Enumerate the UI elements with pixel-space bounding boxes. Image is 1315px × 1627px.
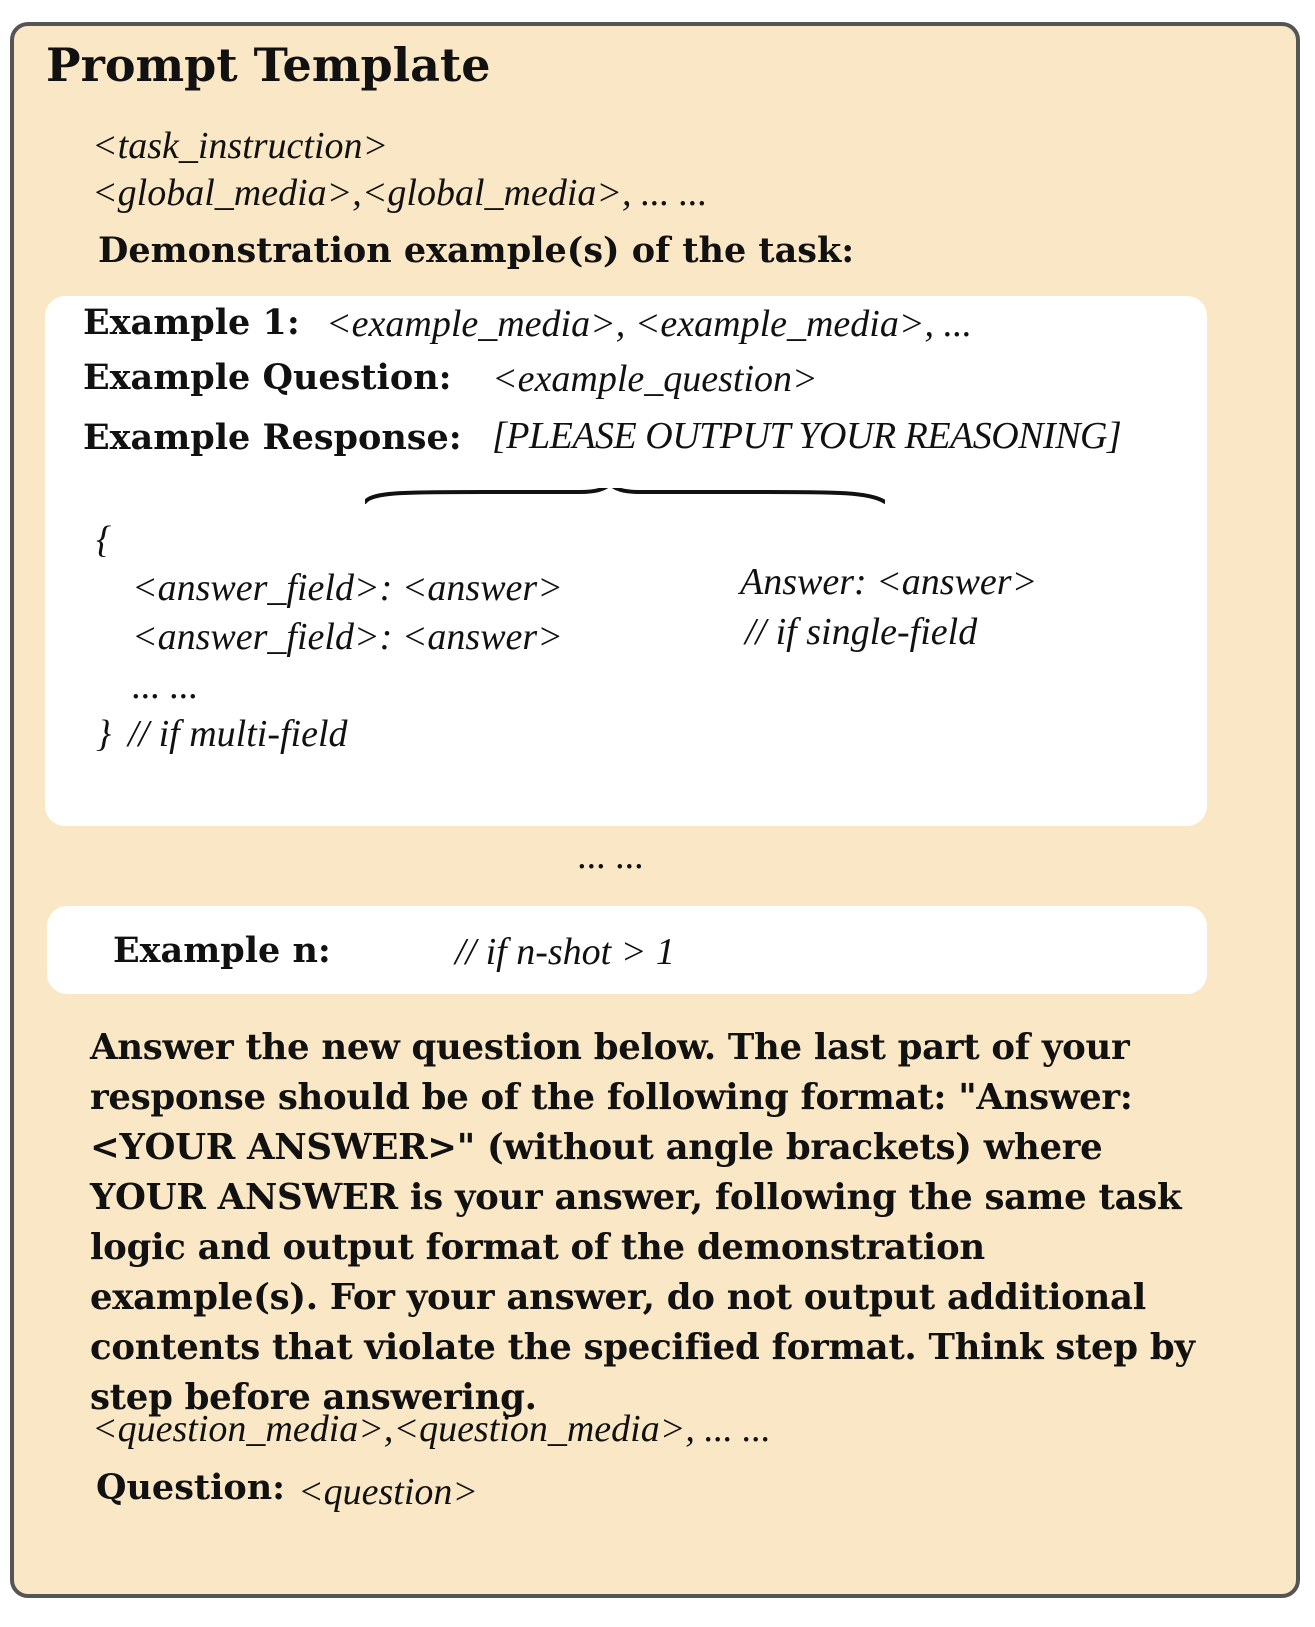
example-1-label: Example 1: bbox=[83, 302, 300, 343]
task-instruction-placeholder: <task_instruction> bbox=[92, 125, 389, 167]
answer-field-ellipsis: ... ... bbox=[132, 665, 199, 707]
example-n-label: Example n: bbox=[113, 930, 331, 971]
reasoning-placeholder: [PLEASE OUTPUT YOUR REASONING] bbox=[492, 415, 1122, 457]
example-question-label: Example Question: bbox=[83, 357, 452, 398]
question-label: Question: bbox=[96, 1467, 286, 1508]
panel-title: Prompt Template bbox=[46, 38, 491, 92]
example-media-placeholder: <example_media>, <example_media>, ... bbox=[326, 303, 972, 345]
n-shot-comment: // if n-shot > 1 bbox=[455, 931, 675, 973]
example-response-label: Example Response: bbox=[83, 417, 462, 458]
example-question-placeholder: <example_question> bbox=[492, 358, 818, 400]
json-open-brace: { bbox=[96, 519, 112, 561]
demonstration-heading: Demonstration example(s) of the task: bbox=[98, 230, 855, 271]
answer-field-line-2: <answer_field>: <answer> bbox=[132, 616, 563, 658]
answer-field-line-1: <answer_field>: <answer> bbox=[132, 567, 563, 609]
json-close-brace: } bbox=[96, 713, 112, 755]
question-media-placeholder: <question_media>,<question_media>, ... ... bbox=[92, 1408, 771, 1450]
question-placeholder: <question> bbox=[298, 1471, 479, 1513]
between-examples-ellipsis: ... ... bbox=[578, 835, 645, 877]
global-media-placeholder: <global_media>,<global_media>, ... ... bbox=[92, 172, 708, 214]
multi-field-comment: // if multi-field bbox=[128, 713, 348, 755]
single-field-comment: // if single-field bbox=[745, 611, 978, 653]
curly-brace-icon bbox=[365, 488, 885, 528]
single-field-answer: Answer: <answer> bbox=[740, 561, 1038, 603]
answer-format-instruction: Answer the new question below. The last part of your response should be of the following format: "Answer: <YOUR ANSWER>" (without angle brackets) where YOUR ANSWER is your answer, following the same task logic and output format of the demonstration example(s). For your answer, do not output additional contents that violate the specified format. Think step by step before answering. bbox=[90, 1027, 1195, 1418]
